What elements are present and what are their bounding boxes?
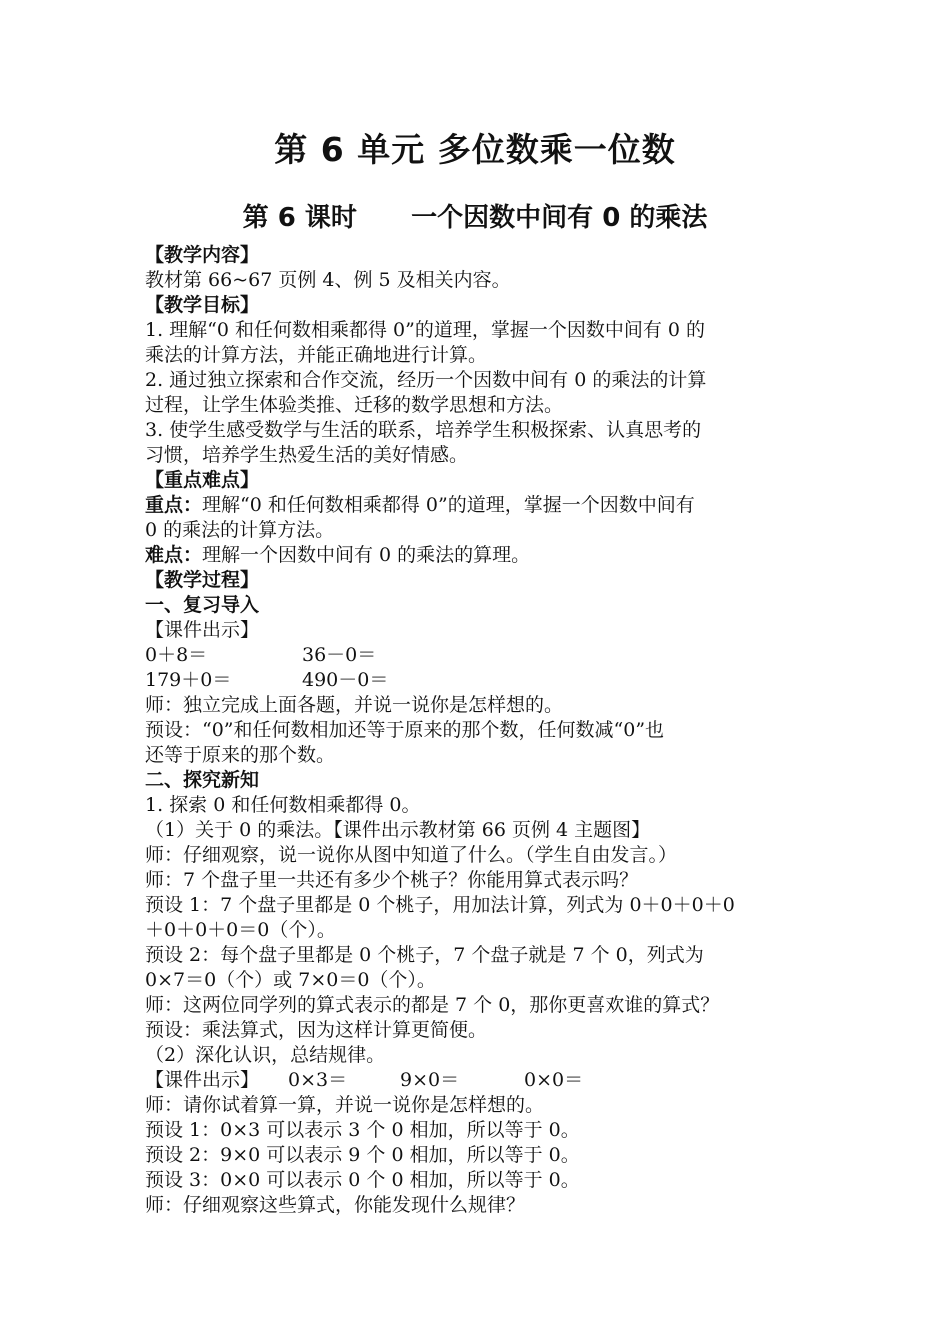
paragraph: 3. 使学生感受数学与生活的联系，培养学生积极探索、认真思考的 — [145, 419, 702, 441]
paragraph: 师：7 个盘子里一共还有多少个桃子？你能用算式表示吗？ — [145, 869, 639, 891]
paragraph: 师：这两位同学列的算式表示的都是 7 个 0，那你更喜欢谁的算式？ — [145, 994, 720, 1016]
section-heading: 【重点难点】 — [145, 469, 260, 491]
key-text: 理解“0 和任何数相乘都得 0”的道理，掌握一个因数中间有 — [202, 494, 695, 516]
paragraph: 2. 通过独立探索和合作交流，经历一个因数中间有 0 的乘法的计算 — [145, 369, 707, 391]
paragraph: 乘法的计算方法，并能正确地进行计算。 — [145, 344, 488, 366]
paragraph: 师：请你试着算一算，并说一说你是怎样想的。 — [145, 1094, 545, 1116]
equation: 36－0＝ — [302, 644, 377, 666]
difficulty-label: 难点： — [145, 544, 203, 566]
paragraph: （2）深化认识，总结规律。 — [145, 1044, 386, 1066]
equation: 0×3＝ — [288, 1069, 348, 1091]
section-heading: 【教学内容】 — [145, 244, 260, 266]
part-heading: 一、复习导入 — [145, 594, 260, 616]
lesson-body — [145, 243, 815, 1218]
paragraph: 预设 3：0×0 可以表示 0 个 0 相加，所以等于 0。 — [145, 1169, 580, 1191]
equation-row — [145, 668, 815, 693]
paragraph: 预设：“0”和任何数相加还等于原来的那个数，任何数减“0”也 — [145, 719, 665, 741]
paragraph — [145, 543, 815, 568]
paragraph: 习惯，培养学生热爱生活的美好情感。 — [145, 444, 469, 466]
equation-row — [145, 1068, 815, 1093]
paragraph: 师：仔细观察这些算式，你能发现什么规律？ — [145, 1194, 526, 1216]
section-heading: 【教学过程】 — [145, 569, 260, 591]
key-label: 重点： — [145, 494, 203, 516]
paragraph: 预设 1：7 个盘子里都是 0 个桃子，用加法计算，列式为 0＋0＋0＋0 — [145, 894, 735, 916]
slide-label: 【课件出示】 — [145, 619, 260, 641]
paragraph: 师：仔细观察，说一说你从图中知道了什么。（学生自由发言。） — [145, 844, 678, 866]
section-heading: 【教学目标】 — [145, 294, 260, 316]
part-heading: 二、探究新知 — [145, 769, 260, 791]
unit-title: 第 6 单元 多位数乘一位数 — [274, 130, 676, 169]
equation: 490－0＝ — [302, 669, 389, 691]
equation: 0×0＝ — [524, 1069, 584, 1091]
paragraph: 预设 2：每个盘子里都是 0 个桃子，7 个盘子就是 7 个 0，列式为 — [145, 944, 704, 966]
paragraph: 1. 探索 0 和任何数相乘都得 0。 — [145, 794, 421, 816]
slide-label: 【课件出示】 — [145, 1069, 260, 1091]
paragraph: 1. 理解“0 和任何数相乘都得 0”的道理，掌握一个因数中间有 0 的 — [145, 319, 706, 341]
equation: 9×0＝ — [400, 1069, 460, 1091]
paragraph — [145, 493, 815, 518]
equation: 0＋8＝ — [145, 644, 208, 666]
paragraph: 师：独立完成上面各题，并说一说你是怎样想的。 — [145, 694, 564, 716]
paragraph: 0 的乘法的计算方法。 — [145, 519, 335, 541]
paragraph: 预设：乘法算式，因为这样计算更简便。 — [145, 1019, 488, 1041]
paragraph: （1）关于 0 的乘法。【课件出示教材第 66 页例 4 主题图】 — [145, 819, 651, 841]
paragraph: ＋0＋0＋0＝0（个）。 — [145, 919, 336, 941]
paragraph: 预设 1：0×3 可以表示 3 个 0 相加，所以等于 0。 — [145, 1119, 580, 1141]
paragraph: 教材第 66~67 页例 4、例 5 及相关内容。 — [145, 269, 511, 291]
paragraph: 预设 2：9×0 可以表示 9 个 0 相加，所以等于 0。 — [145, 1144, 580, 1166]
paragraph: 0×7＝0（个）或 7×0＝0（个）。 — [145, 969, 436, 991]
lesson-title: 第 6 课时 一个因数中间有 0 的乘法 — [242, 203, 708, 233]
paragraph: 过程，让学生体验类推、迁移的数学思想和方法。 — [145, 394, 564, 416]
paragraph: 还等于原来的那个数。 — [145, 744, 336, 766]
difficulty-text: 理解一个因数中间有 0 的乘法的算理。 — [202, 544, 531, 566]
equation: 179＋0＝ — [145, 669, 232, 691]
equation-row — [145, 643, 815, 668]
